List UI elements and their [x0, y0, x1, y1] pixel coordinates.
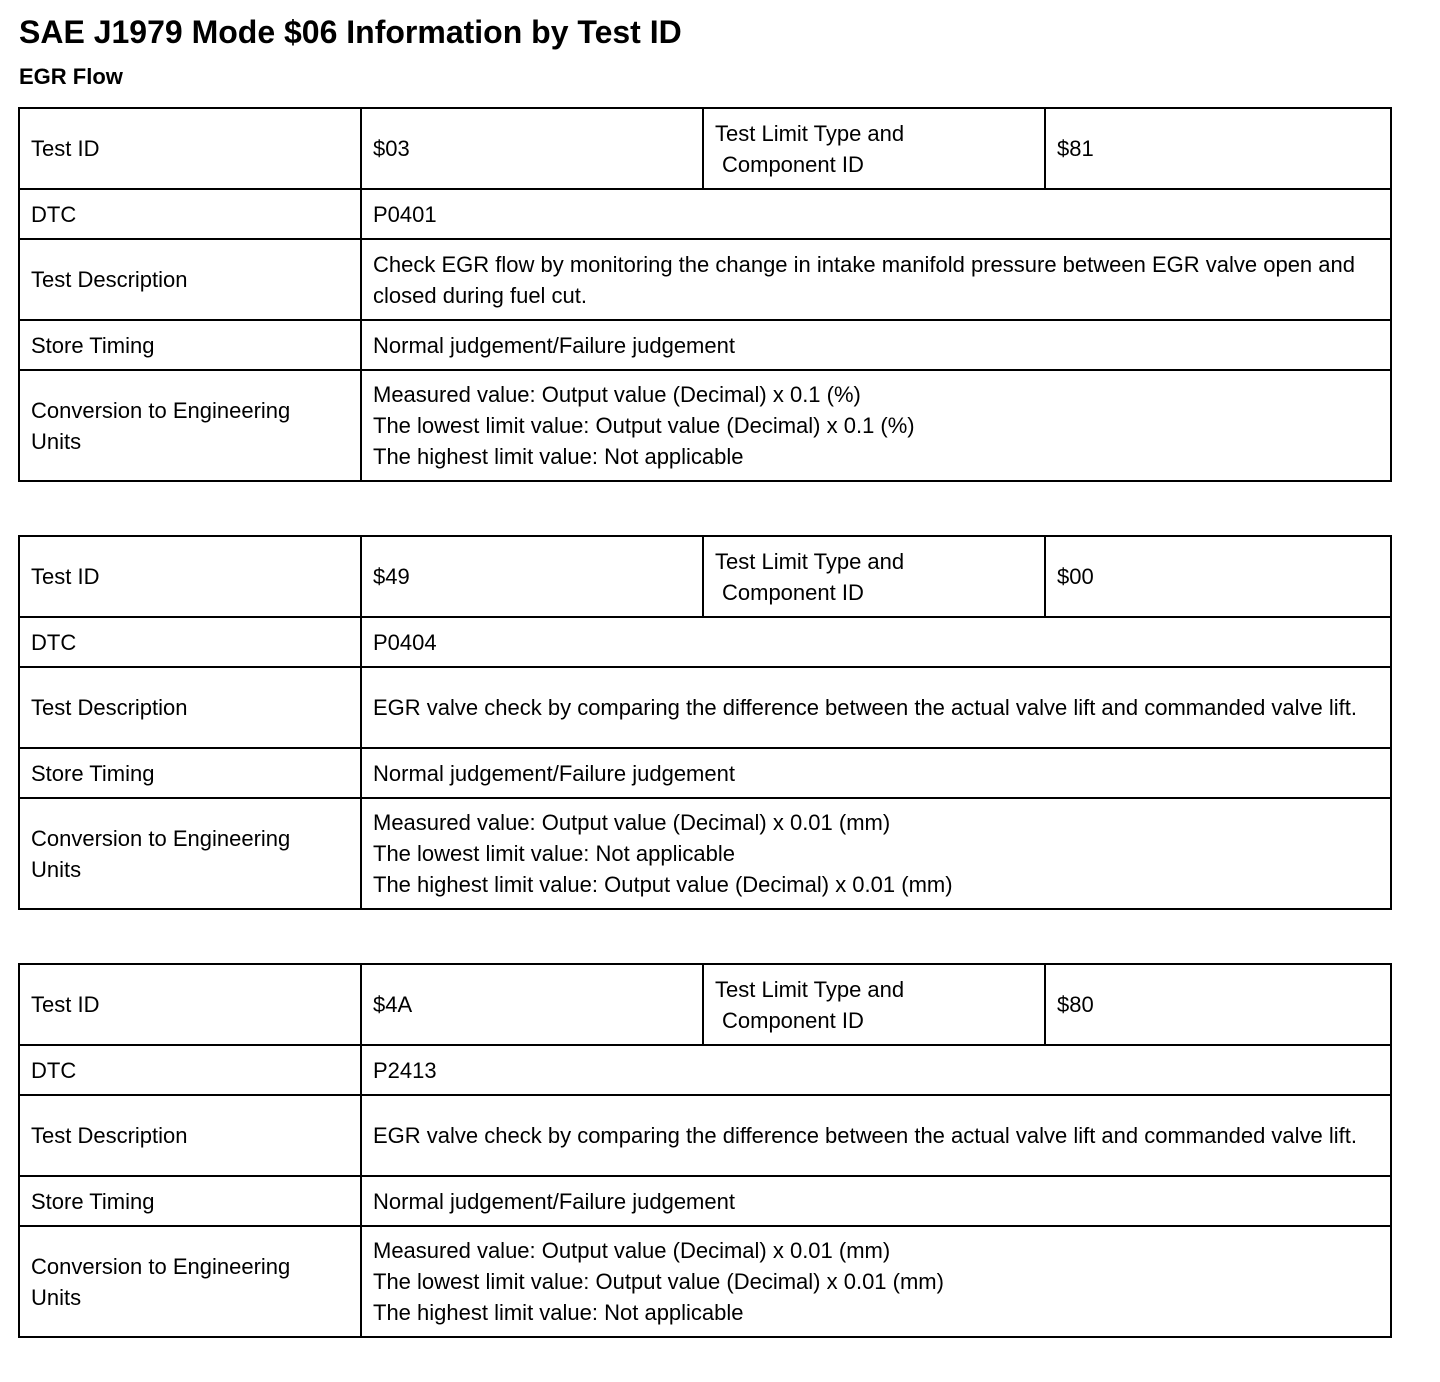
conversion-value — [361, 1226, 1391, 1337]
dtc-label: DTC — [19, 1045, 361, 1095]
conversion-label-line1: Conversion to Engineering — [31, 825, 291, 851]
test-description-value: Check EGR flow by monitoring the change in intake manifold pressure between EGR valve open and closed during fuel cut. — [361, 239, 1391, 320]
conversion-label-line1: Conversion to Engineering — [31, 1253, 291, 1279]
test-description-value: EGR valve check by comparing the difference between the actual valve lift and commanded valve lift. — [361, 1095, 1391, 1176]
table-row — [19, 536, 1391, 617]
test-id-value: $49 — [361, 536, 703, 617]
test-limit-type-label-line1: Test Limit Type and — [715, 976, 905, 1002]
conversion-label — [19, 798, 361, 909]
test-id-label: Test ID — [19, 536, 361, 617]
table-row — [19, 108, 1391, 189]
test-description-label: Test Description — [19, 1095, 361, 1176]
test-limit-type-label-line1: Test Limit Type and — [715, 120, 905, 146]
conversion-value — [361, 370, 1391, 481]
conversion-label — [19, 1226, 361, 1337]
dtc-label: DTC — [19, 617, 361, 667]
table-row — [19, 320, 1391, 370]
test-limit-type-value: $00 — [1045, 536, 1391, 617]
conversion-lowest-limit: The lowest limit value: Not applicable — [373, 841, 735, 866]
test-limit-type-value: $81 — [1045, 108, 1391, 189]
table-row — [19, 1226, 1391, 1337]
store-timing-value: Normal judgement/Failure judgement — [361, 748, 1391, 798]
store-timing-label: Store Timing — [19, 748, 361, 798]
table-row — [19, 1176, 1391, 1226]
test-limit-type-label — [703, 964, 1045, 1045]
test-id-label: Test ID — [19, 108, 361, 189]
test-limit-type-label-line2: Component ID — [722, 579, 864, 605]
conversion-highest-limit: The highest limit value: Output value (Decimal) x 0.01 (mm) — [373, 872, 953, 897]
table-row — [19, 370, 1391, 481]
table-row — [19, 1045, 1391, 1095]
test-id-table-49 — [18, 535, 1392, 910]
conversion-lowest-limit: The lowest limit value: Output value (Decimal) x 0.01 (mm) — [373, 1269, 944, 1294]
conversion-lowest-limit: The lowest limit value: Output value (Decimal) x 0.1 (%) — [373, 413, 915, 438]
test-description-label: Test Description — [19, 239, 361, 320]
table-row — [19, 239, 1391, 320]
dtc-value: P2413 — [361, 1045, 1391, 1095]
store-timing-label: Store Timing — [19, 1176, 361, 1226]
conversion-label-line1: Conversion to Engineering — [31, 397, 291, 423]
conversion-label — [19, 370, 361, 481]
table-row — [19, 617, 1391, 667]
test-id-table-03 — [18, 107, 1392, 482]
table-row — [19, 964, 1391, 1045]
test-limit-type-value: $80 — [1045, 964, 1391, 1045]
conversion-highest-limit: The highest limit value: Not applicable — [373, 444, 744, 469]
conversion-value — [361, 798, 1391, 909]
conversion-label-line2: Units — [31, 1284, 82, 1310]
test-limit-type-label — [703, 108, 1045, 189]
test-limit-type-label-line2: Component ID — [722, 1007, 864, 1033]
conversion-measured: Measured value: Output value (Decimal) x 0.01 (mm) — [373, 1238, 891, 1263]
dtc-value: P0401 — [361, 189, 1391, 239]
table-row — [19, 189, 1391, 239]
conversion-highest-limit: The highest limit value: Not applicable — [373, 1300, 744, 1325]
store-timing-label: Store Timing — [19, 320, 361, 370]
test-id-value: $03 — [361, 108, 703, 189]
conversion-label-line2: Units — [31, 428, 82, 454]
test-id-table-4a — [18, 963, 1392, 1338]
conversion-measured: Measured value: Output value (Decimal) x 0.01 (mm) — [373, 810, 891, 835]
dtc-label: DTC — [19, 189, 361, 239]
page-subtitle: EGR Flow — [19, 64, 123, 89]
table-row — [19, 748, 1391, 798]
test-limit-type-label-line2: Component ID — [722, 151, 864, 177]
test-id-value: $4A — [361, 964, 703, 1045]
test-limit-type-label-line1: Test Limit Type and — [715, 548, 905, 574]
table-row — [19, 1095, 1391, 1176]
conversion-measured: Measured value: Output value (Decimal) x 0.1 (%) — [373, 382, 861, 407]
table-row — [19, 798, 1391, 909]
test-id-label: Test ID — [19, 964, 361, 1045]
page-title: SAE J1979 Mode $06 Information by Test ID — [19, 14, 682, 50]
test-description-label: Test Description — [19, 667, 361, 748]
table-row — [19, 667, 1391, 748]
conversion-label-line2: Units — [31, 856, 82, 882]
store-timing-value: Normal judgement/Failure judgement — [361, 320, 1391, 370]
dtc-value: P0404 — [361, 617, 1391, 667]
store-timing-value: Normal judgement/Failure judgement — [361, 1176, 1391, 1226]
test-description-value: EGR valve check by comparing the difference between the actual valve lift and commanded valve lift. — [361, 667, 1391, 748]
test-limit-type-label — [703, 536, 1045, 617]
